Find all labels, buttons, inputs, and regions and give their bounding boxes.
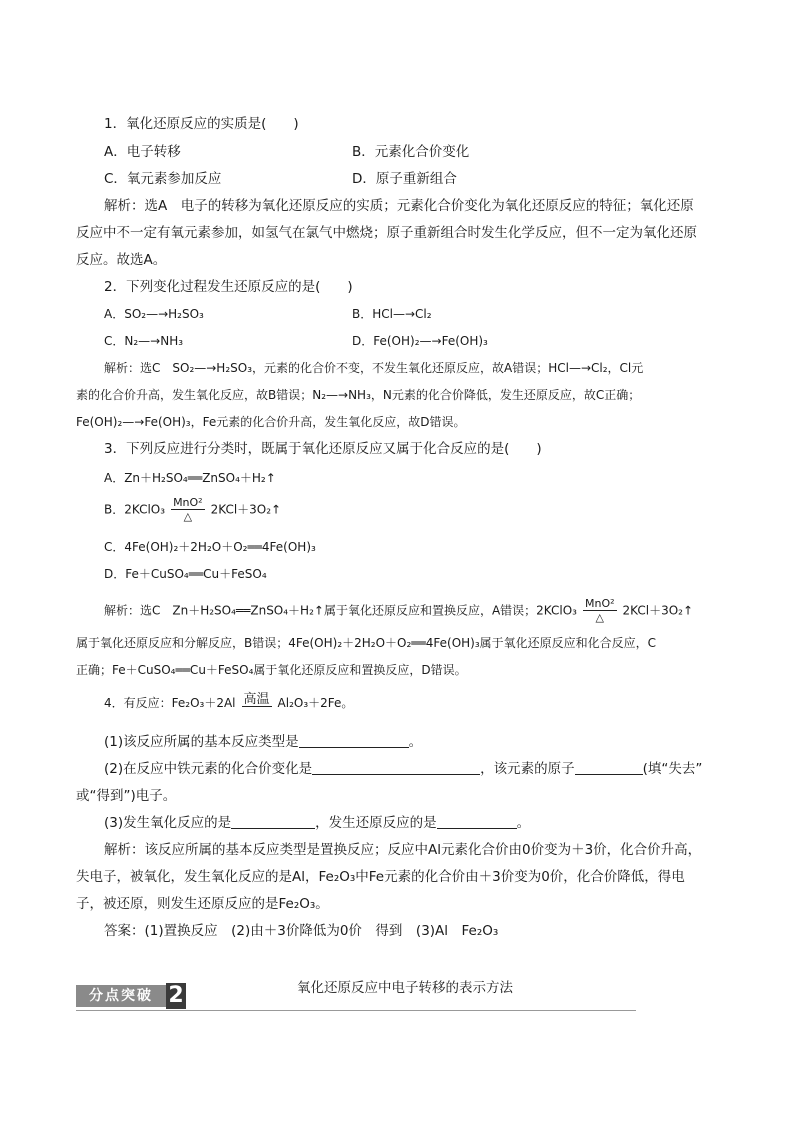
reaction-condition (242, 694, 272, 707)
q1-option-a: A．电子转移 (104, 144, 181, 160)
q3-option-b-reactant: B．2KClO₃ (104, 502, 166, 517)
q1-explanation-line-1: 解析：选A 电子的转移为氧化还原反应的实质；元素化合价变化为氧化还原反应的特征；氧化还原 (104, 198, 694, 214)
q4-explanation-line-2: 失电子，被氧化，发生氧化反应的是Al，Fe₂O₃中Fe元素的化合价由＋3价变为0价，化合价降低，得电 (76, 869, 685, 885)
answer-blank[interactable] (575, 760, 643, 775)
q4-part-2-text: (2)在反应中铁元素的化合价变化是 (104, 761, 313, 777)
q1-option-d: D．原子重新组合 (352, 171, 457, 187)
q1-explanation-line-3: 反应。故选A。 (76, 252, 167, 268)
q3-option-d: D．Fe＋CuSO₄══Cu＋FeSO₄ (104, 567, 267, 581)
q4-part-3-mid: ，发生还原反应的是 (315, 815, 437, 831)
q3-explanation-line-2: 属于氧化还原反应和分解反应，B错误；4Fe(OH)₂＋2H₂O＋O₂══4Fe(OH)₃属于氧化还原反应和化合反应，C (76, 636, 657, 650)
q3-explanation-line-1 (104, 598, 693, 624)
q4-part-1-text: (1)该反应所属的基本反应类型是 (104, 734, 299, 750)
answer-blank[interactable] (312, 760, 480, 775)
q2-stem: 2．下列变化过程发生还原反应的是( ) (104, 279, 353, 295)
q3-option-b-product: 2KCl＋3O₂↑ (210, 502, 282, 517)
q4-part-3 (104, 814, 530, 832)
q2-explanation-line-3: Fe(OH)₂—→Fe(OH)₃，Fe元素的化合价升高，发生氧化反应，故D错误。 (76, 415, 466, 429)
q1-option-b: B．元素化合价变化 (352, 144, 470, 160)
q4-explanation-line-1: 解析：该反应所属的基本反应类型是置换反应；反应中Al元素化合价由0价变为＋3价，化合价升高， (104, 842, 702, 858)
q2-option-d: D．Fe(OH)₂—→Fe(OH)₃ (352, 334, 488, 348)
q4-stem-products: Al₂O₃＋2Fe。 (277, 696, 354, 710)
q2-explanation-line-1: 解析：选C SO₂—→H₂SO₃，元素的化合价不变，不发生氧化还原反应，故A错误；HCl—→Cl₂，Cl元 (104, 361, 644, 375)
answer-blank[interactable] (231, 814, 315, 829)
q2-explanation-line-2: 素的化合价升高，发生氧化反应，故B错误；N₂—→NH₃，N元素的化合价降低，发生还原反应，故C正确； (76, 388, 641, 402)
q1-option-c: C．氧元素参加反应 (104, 171, 222, 187)
q4-part-2-continued: 或“得到”)电子。 (76, 788, 177, 804)
section-title: 氧化还原反应中电子转移的表示方法 (297, 980, 513, 996)
q4-answer: 答案：(1)置换反应 (2)由＋3价降低为0价 得到 (3)Al Fe₂O₃ (104, 923, 499, 939)
section-divider (76, 1010, 636, 1011)
heat-symbol: △ (595, 611, 604, 624)
q2-option-c: C．N₂—→NH₃ (104, 334, 184, 348)
q4-stem-reactants: 4．有反应：Fe₂O₃＋2Al (104, 696, 236, 710)
q3-option-b (104, 497, 281, 523)
heat-symbol: △ (183, 510, 193, 523)
q4-part-2-hint: (填“失去” (642, 761, 703, 777)
answer-blank[interactable] (437, 814, 517, 829)
q4-explanation-line-3: 子，被还原，则发生还原反应的是Fe₂O₃。 (76, 896, 329, 912)
q3-stem: 3．下列反应进行分类时，既属于氧化还原反应又属于化合反应的是( ) (104, 441, 542, 457)
q3-explanation-text: 解析：选C Zn＋H₂SO₄══ZnSO₄＋H₂↑属于氧化还原反应和置换反应，A错误；2KClO₃ (104, 603, 577, 618)
q2-option-a: A．SO₂—→H₂SO₃ (104, 307, 204, 321)
q3-option-c: C．4Fe(OH)₂＋2H₂O＋O₂══4Fe(OH)₃ (104, 540, 316, 554)
punctuation: 。 (516, 815, 531, 831)
reaction-condition (583, 598, 617, 624)
q3-option-a: A．Zn＋H₂SO₄══ZnSO₄＋H₂↑ (104, 471, 276, 485)
q4-part-3-text: (3)发生氧化反应的是 (104, 815, 232, 831)
q4-stem (104, 694, 353, 712)
q2-option-b: B．HCl—→Cl₂ (352, 307, 432, 321)
high-temperature-label: 高温 (243, 692, 270, 707)
punctuation: 。 (408, 734, 423, 750)
section-badge (76, 985, 186, 1007)
section-number: 2 (166, 983, 186, 1009)
q1-stem: 1．氧化还原反应的实质是( ) (104, 116, 299, 132)
q1-explanation-line-2: 反应中不一定有氧元素参加，如氢气在氯气中燃烧；原子重新组合时发生化学反应，但不一定为氧化还原 (76, 225, 697, 241)
catalyst-label: MnO² (584, 597, 615, 610)
answer-blank[interactable] (299, 733, 409, 748)
q4-part-2 (104, 760, 702, 778)
section-badge-label: 分点突破 (76, 985, 166, 1007)
q3-explanation-product: 2KCl＋3O₂↑ (622, 603, 694, 618)
q3-explanation-line-3: 正确；Fe＋CuSO₄══Cu＋FeSO₄属于氧化还原反应和置换反应，D错误。 (76, 663, 467, 677)
catalyst-label: MnO² (173, 496, 203, 509)
q4-part-1 (104, 733, 422, 751)
q4-part-2-mid: ，该元素的原子 (480, 761, 575, 777)
reaction-condition (171, 497, 205, 523)
